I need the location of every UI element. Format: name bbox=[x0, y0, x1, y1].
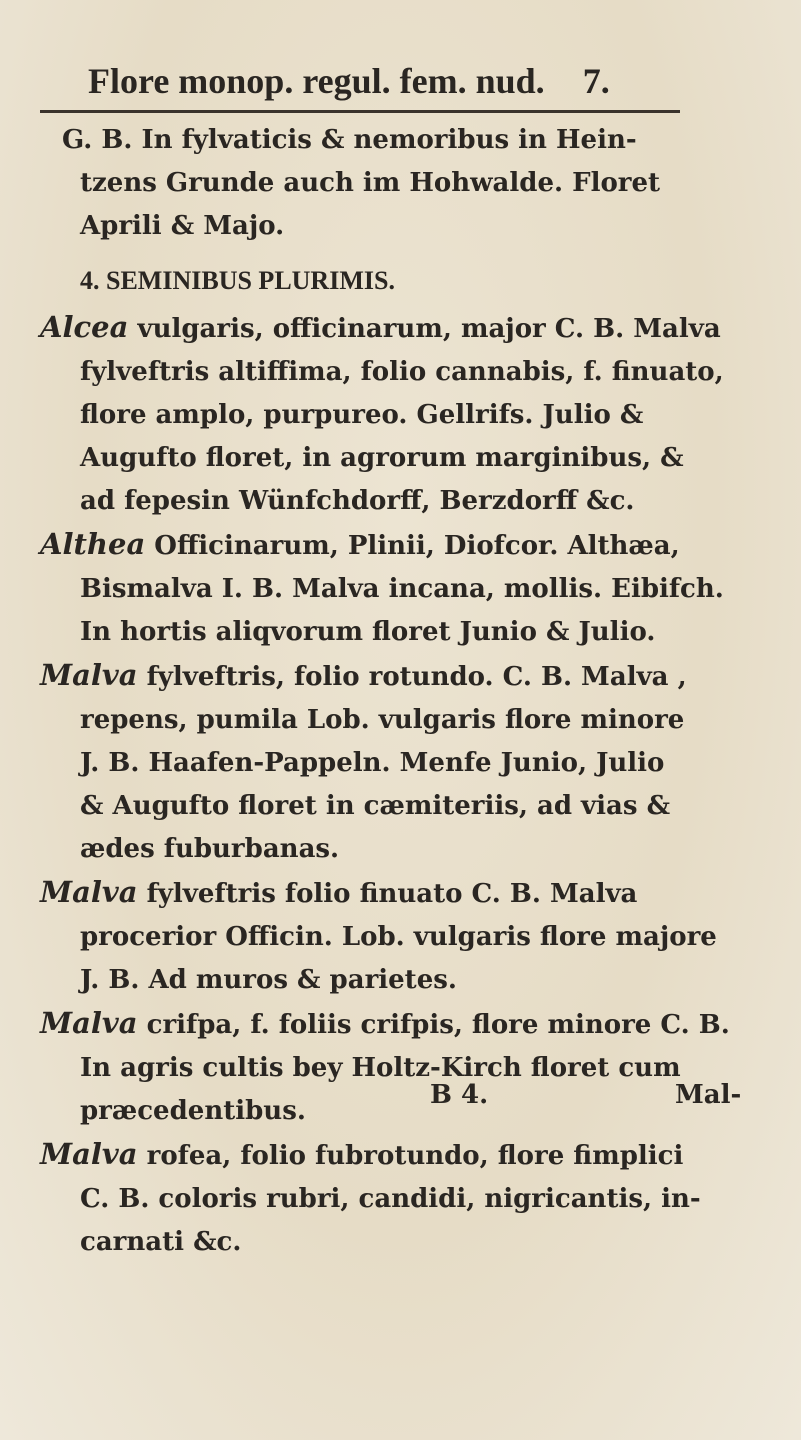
text-line: G. B. In fylvaticis & nemoribus in Hein- bbox=[62, 125, 637, 155]
text-line: tzens Grunde auch im Hohwalde. Floret bbox=[80, 168, 661, 198]
entry-first-line bbox=[40, 306, 760, 351]
entry-continuation-line: præcedentibus. bbox=[80, 1096, 306, 1126]
entry-text: crifpa, f. foliis crifpis, flore minore C. B. bbox=[137, 1010, 730, 1040]
entry-continuation-line: C. B. coloris rubri, candidi, nigricantis, in- bbox=[80, 1184, 701, 1214]
text-block bbox=[40, 60, 760, 1264]
entry-continuation-line: flore amplo, purpureo. Gellrifs. Julio & bbox=[80, 400, 644, 430]
entry-text: rofea, folio fubrotundo, flore fimplici bbox=[137, 1141, 684, 1171]
signature-mark: B 4. bbox=[430, 1080, 489, 1110]
genus-name: Malva bbox=[40, 875, 138, 909]
entry-continuation-line: & Augufto floret in cæmiteriis, ad vias & bbox=[80, 791, 671, 821]
entry-continuation-line: Bismalva I. B. Malva incana, mollis. Eibifch. bbox=[80, 574, 724, 604]
entry-first-line bbox=[40, 654, 760, 699]
genus-name: Althea bbox=[40, 527, 146, 561]
running-header bbox=[88, 60, 760, 102]
entry-continuation-line: ad fepesin Wünfchdorff, Berzdorff &c. bbox=[80, 486, 635, 516]
genus-name: Alcea bbox=[40, 310, 129, 344]
entry-continuation-line: carnati &c. bbox=[80, 1227, 242, 1257]
entry-continuation-line: ædes fuburbanas. bbox=[80, 834, 340, 864]
entry-continuation-line: In agris cultis bey Holtz-Kirch floret cum bbox=[80, 1053, 681, 1083]
page-number: 7. bbox=[582, 61, 610, 101]
genus-name: Malva bbox=[40, 1137, 138, 1171]
entry-continuation-line: In hortis aliqvorum floret Junio & Julio. bbox=[80, 617, 656, 647]
entry-continuation-line: Augufto floret, in agrorum marginibus, & bbox=[80, 443, 684, 473]
section-heading: 4. SEMINIBUS PLURIMIS. bbox=[80, 266, 395, 295]
entry-continuation-line: fylveftris altiffima, folio cannabis, f. finuato, bbox=[80, 357, 724, 387]
entry-first-line bbox=[40, 871, 760, 916]
text-line: Aprili & Majo. bbox=[80, 211, 285, 241]
entry-text: vulgaris, officinarum, major C. B. Malva bbox=[128, 314, 721, 344]
genus-name: Malva bbox=[40, 658, 138, 692]
entry-text: fylveftris, folio rotundo. C. B. Malva , bbox=[137, 662, 687, 692]
catchword: Mal- bbox=[675, 1080, 742, 1110]
genus-name: Malva bbox=[40, 1006, 138, 1040]
entry-first-line bbox=[40, 1133, 760, 1178]
entry-continuation-line: J. B. Haafen-Pappeln. Menfe Junio, Julio bbox=[80, 748, 665, 778]
entry-continuation-line: procerior Officin. Lob. vulgaris flore majore bbox=[80, 922, 717, 952]
header-title: Flore monop. regul. fem. nud. bbox=[88, 61, 545, 101]
entry-continuation-line: repens, pumila Lob. vulgaris flore minore bbox=[80, 705, 685, 735]
entry-continuation-line: J. B. Ad muros & parietes. bbox=[80, 965, 457, 995]
entry-first-line bbox=[40, 523, 760, 568]
header-rule bbox=[40, 110, 680, 113]
entries-list bbox=[40, 306, 760, 1264]
entry-first-line bbox=[40, 1002, 760, 1047]
entry-text: fylveftris folio finuato C. B. Malva bbox=[137, 879, 638, 909]
entry-text: Officinarum, Plinii, Diofcor. Althæa, bbox=[145, 531, 680, 561]
